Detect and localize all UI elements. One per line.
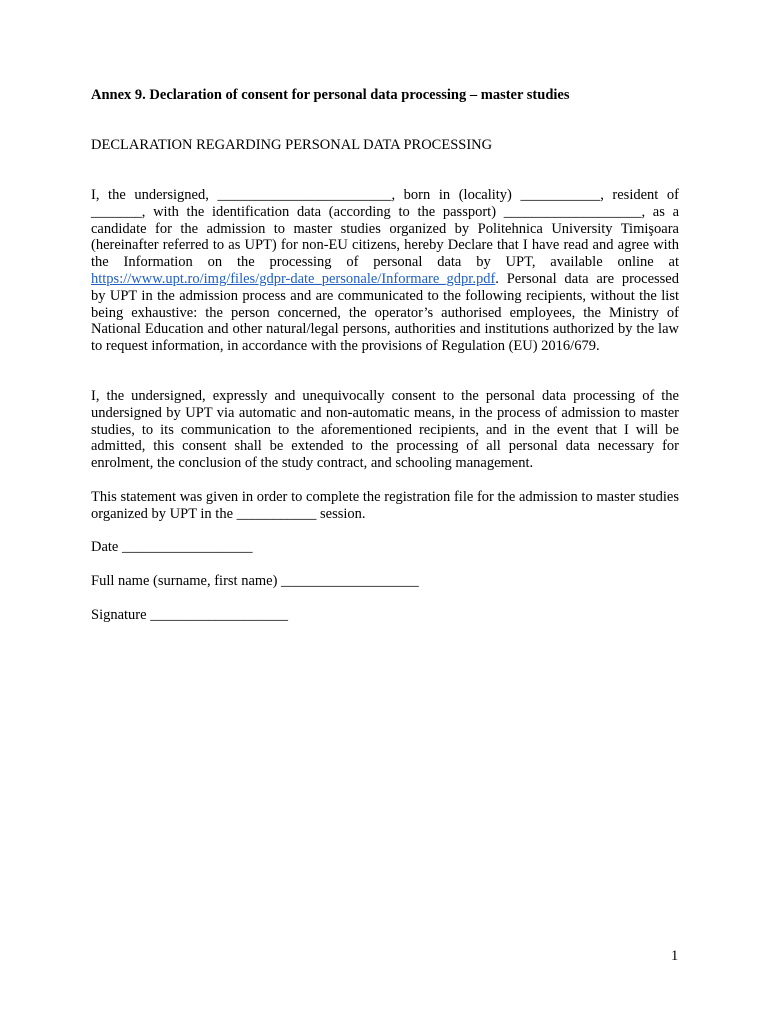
declaration-heading: DECLARATION REGARDING PERSONAL DATA PROCESSING bbox=[91, 137, 493, 153]
date-field: Date __________________ bbox=[91, 539, 253, 555]
statement-paragraph: This statement was given in order to complete the registration file for the admission to master studies organized by UPT in the ___________ session. bbox=[91, 489, 679, 522]
consent-paragraph: I, the undersigned, expressly and unequivocally consent to the personal data processing of the undersigned by UPT via automatic and non-automatic means, in the process of admission to master studies, to its communication to the aforementioned recipients, and in the event that I will be admitted, this consent shall be extended to the processing of all personal data necessary for enrolment, the conclusion of the study contract, and schooling management. bbox=[91, 388, 679, 472]
full-name-field: Full name (surname, first name) ___________________ bbox=[91, 573, 419, 589]
annex-title: Annex 9. Declaration of consent for personal data processing – master studies bbox=[91, 87, 570, 103]
gdpr-info-link[interactable]: https://www.upt.ro/img/files/gdpr-date_personale/Informare_gdpr.pdf bbox=[91, 270, 496, 287]
paragraph-1-text-start: I, the undersigned, ________________________, born in (locality) ___________, resident of _______, with the identification data (according to the passport) ___________________, as a candidate for the admission to master studies organized by Politehnica University Timişoara (hereinafter referred to as UPT) for non-EU citizens, hereby Declare that I have read and agree with the Information on the processing of personal data by UPT, available online at bbox=[91, 187, 679, 271]
paragraph-1-text-end: . Personal data are processed by UPT in the admission process and are communicated to the following recipients, without the list being exhaustive: the person concerned, the operator’s authorised employees, the Ministry of National Education and other natural/legal persons, authorities and institutions authorized by the law to request information, in accordance with the provisions of Regulation (EU) 2016/679. bbox=[91, 270, 679, 355]
page-number: 1 bbox=[671, 948, 679, 964]
signature-field: Signature ___________________ bbox=[91, 607, 288, 623]
declaration-paragraph-1 bbox=[91, 187, 679, 355]
